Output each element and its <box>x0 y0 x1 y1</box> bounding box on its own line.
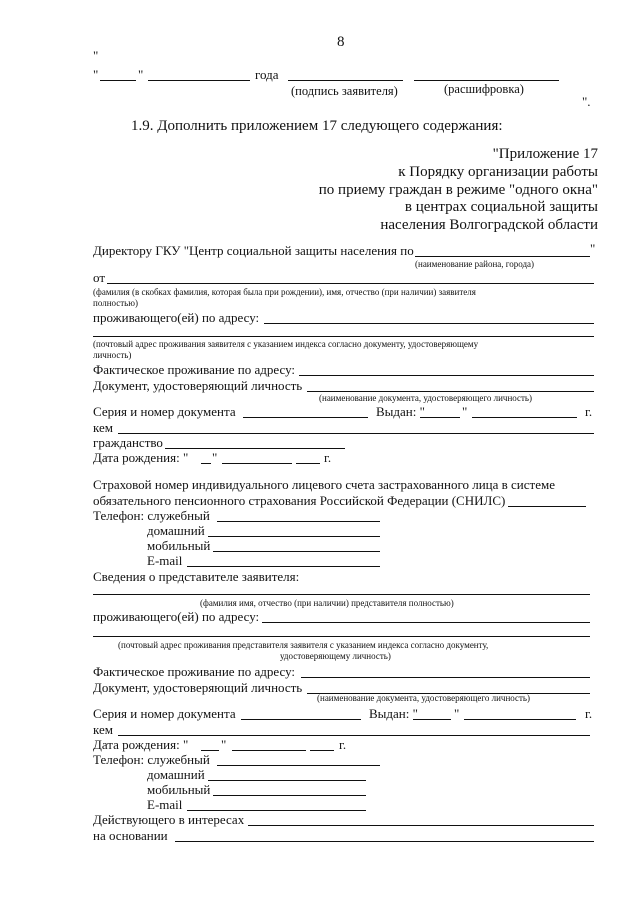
phone-mobile-label: мобильный <box>147 538 211 553</box>
applicant-fio-field[interactable] <box>107 283 594 284</box>
basis-field[interactable] <box>175 841 594 842</box>
signature-caption: (подпись заявителя) <box>291 84 398 98</box>
phone-home-label: домашний <box>147 523 205 538</box>
from-label: от <box>93 270 106 285</box>
appendix-line-4: в центрах социальной защиты <box>404 199 598 215</box>
rep-series-number-label: Серия и номер документа <box>93 706 236 721</box>
issued-label: Выдан: " <box>376 404 425 419</box>
date-close-quote: " <box>138 67 144 82</box>
actual-residence-field[interactable] <box>299 375 594 376</box>
rep-postal-caption-1: (почтовый адрес проживания представителя заявителя с указанием индекса согласно документу, <box>118 640 489 650</box>
fio-caption-1: (фамилия (в скобках фамилия, которая была при рождении), имя, отчество (при наличии) заявителя <box>93 287 476 297</box>
rep-residing-field[interactable] <box>262 622 590 623</box>
residing-label: проживающего(ей) по адресу: <box>93 310 260 325</box>
amendment-text: 1.9. Дополнить приложением 17 следующего содержания: <box>131 118 503 134</box>
rep-residing-field-2[interactable] <box>93 636 590 637</box>
rep-residing-label: проживающего(ей) по адресу: <box>93 609 260 624</box>
issued-month-field[interactable] <box>472 417 577 418</box>
rep-series-number-field[interactable] <box>241 719 361 720</box>
series-number-label: Серия и номер документа <box>93 404 236 419</box>
district-field[interactable] <box>415 256 590 257</box>
by-whom-field[interactable] <box>118 433 594 434</box>
rep-issued-label: Выдан: " <box>369 706 418 721</box>
signature-field[interactable] <box>288 80 403 81</box>
appendix-line-2: к Порядку организации работы <box>398 164 598 180</box>
rep-fio-field[interactable] <box>93 594 590 595</box>
rep-phone-home-label: домашний <box>147 767 205 782</box>
rep-phone-mobile-label: мобильный <box>147 782 211 797</box>
postal-caption-1: (почтовый адрес проживания заявителя с указанием индекса согласно документу, удостоверяющему <box>93 339 479 349</box>
rep-actual-residence-label: Фактическое проживание по адресу: <box>93 664 296 679</box>
rep-issued-year-g: г. <box>585 706 593 721</box>
citizenship-label: гражданство <box>93 435 163 450</box>
rep-email-field[interactable] <box>187 810 366 811</box>
rep-fio-caption: (фамилия имя, отчество (при наличии) представителя полностью) <box>200 598 454 608</box>
by-whom-label: кем <box>93 420 113 435</box>
birth-date-label: Дата рождения: " <box>93 450 189 465</box>
acting-label: Действующего в интересах <box>93 812 245 827</box>
appendix-line-3: по приему граждан в режиме "одного окна" <box>318 182 598 198</box>
director-close-quote: " <box>590 241 596 256</box>
rep-id-document-label: Документ, удостоверяющий личность <box>93 680 303 695</box>
rep-birth-date-label: Дата рождения: " <box>93 737 189 752</box>
rep-issued-close-quote: " <box>454 706 460 721</box>
actual-residence-label: Фактическое проживание по адресу: <box>93 362 296 377</box>
email-label: E-mail <box>147 553 183 568</box>
birth-day-field[interactable] <box>201 463 211 464</box>
rep-info-label: Сведения о представителе заявителя: <box>93 569 300 584</box>
rep-by-whom-field[interactable] <box>118 735 590 736</box>
phone-work-field[interactable] <box>217 521 380 522</box>
snils-field[interactable] <box>508 506 586 507</box>
rep-postal-caption-2: удостоверяющему личность) <box>280 651 391 661</box>
issued-year-g: г. <box>585 404 593 419</box>
citizenship-field[interactable] <box>165 448 345 449</box>
rep-birth-year-field[interactable] <box>310 750 334 751</box>
date-open-quote: " <box>93 67 99 82</box>
issued-close-quote: " <box>462 404 468 419</box>
birth-close-quote: " <box>212 450 218 465</box>
id-document-label: Документ, удостоверяющий личность <box>93 378 303 393</box>
rep-phone-mobile-field[interactable] <box>213 795 366 796</box>
rep-phone-home-field[interactable] <box>208 780 366 781</box>
rep-birth-close-quote: " <box>221 737 227 752</box>
postal-caption-2: личность) <box>93 350 132 360</box>
snils-line-1: Страховой номер индивидуального лицевого счета застрахованного лица в системе <box>93 477 555 492</box>
quote-mark: " <box>93 48 99 63</box>
rep-issued-month-field[interactable] <box>464 719 576 720</box>
birth-month-field[interactable] <box>222 463 292 464</box>
month-field[interactable] <box>148 80 250 81</box>
day-field[interactable] <box>100 80 136 81</box>
rep-birth-month-field[interactable] <box>232 750 306 751</box>
rep-by-whom-label: кем <box>93 722 113 737</box>
phone-work-label: Телефон: служебный <box>93 508 210 523</box>
decode-caption: (расшифровка) <box>444 82 524 96</box>
id-document-field[interactable] <box>307 391 594 392</box>
series-number-field[interactable] <box>243 417 368 418</box>
fio-caption-2: полностью) <box>93 298 138 308</box>
residing-field[interactable] <box>264 323 594 324</box>
acting-field[interactable] <box>248 825 594 826</box>
rep-birth-day-field[interactable] <box>201 750 219 751</box>
id-doc-caption: (наименование документа, удостоверяющего личность) <box>319 393 533 403</box>
decode-field[interactable] <box>414 80 559 81</box>
rep-issued-day-field[interactable] <box>413 719 451 720</box>
birth-year-field[interactable] <box>296 463 320 464</box>
basis-label: на основании <box>93 828 168 843</box>
appendix-line-5: населения Волгоградской области <box>380 217 598 233</box>
rep-actual-residence-field[interactable] <box>301 677 590 678</box>
snils-line-2: обязательного пенсионного страхования Российской Федерации (СНИЛС) <box>93 493 506 508</box>
district-caption: (наименование района, города) <box>415 259 535 269</box>
appendix-line-1: "Приложение 17 <box>492 146 598 162</box>
birth-year-g: г. <box>324 450 332 465</box>
email-field[interactable] <box>187 566 380 567</box>
phone-home-field[interactable] <box>208 536 380 537</box>
issued-day-field[interactable] <box>420 417 460 418</box>
rep-email-label: E-mail <box>147 797 183 812</box>
rep-id-doc-caption: (наименование документа, удостоверяющего личность) <box>317 693 531 703</box>
year-word: года <box>255 67 279 82</box>
phone-mobile-field[interactable] <box>213 551 380 552</box>
rep-phone-work-label: Телефон: служебный <box>93 752 210 767</box>
rep-birth-year-g: г. <box>339 737 347 752</box>
director-label: Директору ГКУ "Центр социальной защиты населения по <box>93 243 414 258</box>
page-number: 8 <box>337 34 345 50</box>
end-mark: ". <box>582 94 591 109</box>
residing-field-2[interactable] <box>93 336 594 337</box>
rep-phone-work-field[interactable] <box>217 765 380 766</box>
